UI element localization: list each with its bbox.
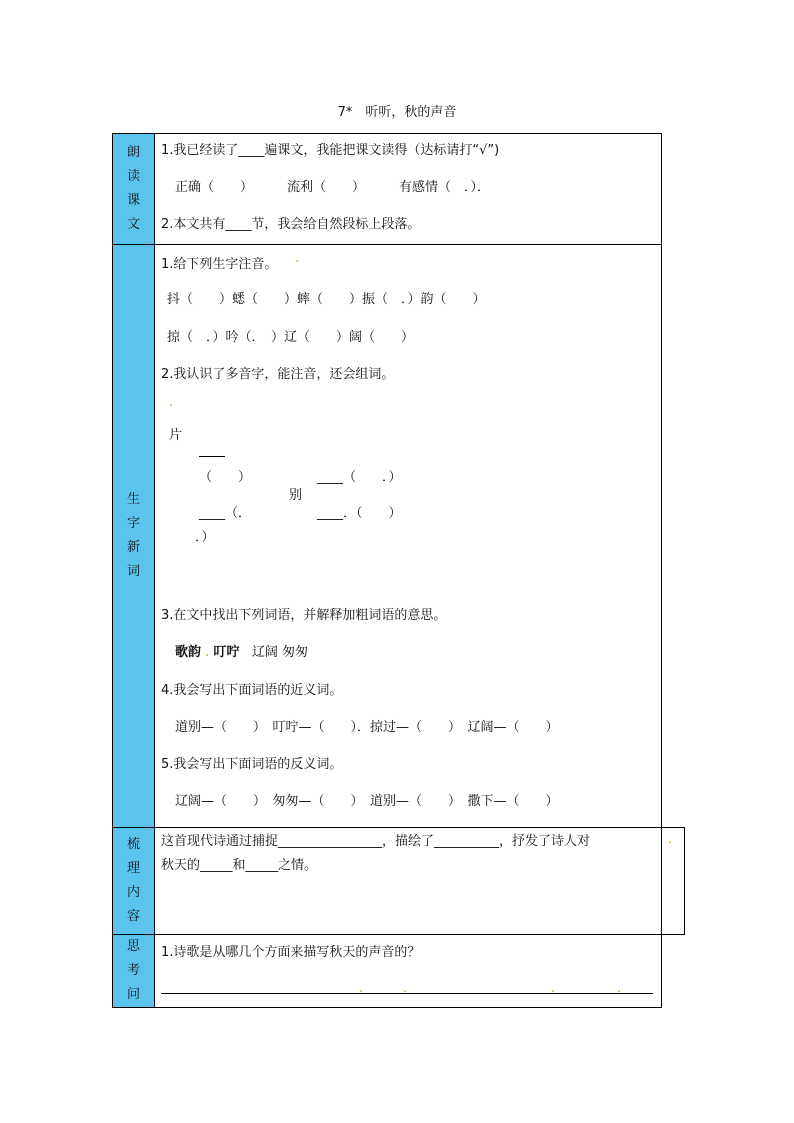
words-question-1: 1.给下列生字注音。 [161,257,278,272]
words-question-3: 3.在文中找出下列词语，并解释加粗词语的意思。 [161,608,447,623]
section-label-think: 思 考 问 [113,935,155,1007]
section-reading [112,133,662,245]
section-label-reading: 朗 读 课 文 [113,134,155,244]
vocab-word-dingning: 叮咛 [213,645,240,660]
marker-dot: . [359,981,364,996]
vocab-word-congcong: 匆匆 [282,645,309,660]
option-correct: 正确（ ） [175,180,254,195]
polyphone-char-bie: 别 [289,488,303,503]
pinyin-blank-d: ____．（ ） [317,506,402,521]
words-question-4: 4.我会写出下面词语的近义词。 [161,683,343,698]
marker-dot: . [295,251,300,266]
reading-question-1: 1.我已经读了____遍课文，我能把课文读得（达标请打“√”) [161,143,500,158]
antonym-row: 辽阔—（ ） 匆匆—（ ） 道别—（ ） 撒下—（ ） [175,794,559,809]
pinyin-blank-b: ____（ ．） [317,470,402,485]
words-question-5: 5.我会写出下面词语的反义词。 [161,757,343,772]
think-question-1: 1.诗歌是从哪几个方面来描写秋天的声音的？ [161,945,421,960]
pinyin-blank-c: ____（． [199,506,252,521]
pinyin-blank-a: （ ） [199,470,252,485]
option-expressive: 有感情（ ．）． [399,180,491,195]
marker-dot: . [668,832,673,847]
pinyin-row-1: 抖（ ）蟋（ ）蟀（ ）振（ ．）韵（ ） [167,292,486,307]
vocab-word-liaokuo: 辽阔 [251,645,278,660]
summary-line-1: 这首现代诗通过捕捉________________，描绘了__________，抒发了诗人对 [161,834,591,849]
marker-dot: . [403,981,408,996]
marker-dot: . [617,981,622,996]
section-label-words: 生 字 新 词 [113,245,155,827]
summary-line-2: 秋天的_____和_____之情。 [161,858,318,873]
marker-dot: . [169,395,174,410]
pinyin-blank-c-close: ．） [195,530,215,545]
section-words [112,244,662,828]
page-title: 7* 听听，秋的声音 [337,105,457,120]
section-think [112,934,662,1008]
section-label-summary: 梳 理 内 容 [113,828,155,934]
vocab-list: 歌韵 . 叮咛 辽阔 匆匆 [175,645,309,660]
pinyin-row-2: 掠（ ．）吟（． ）辽（ ）阔（ ） [167,330,415,345]
reading-question-2: 2.本文共有____节，我会给自然段标上段落。 [161,217,421,232]
vocab-word-geyun: 歌韵 [175,645,202,660]
polyphone-char-pian: 片 [169,428,183,443]
answer-line [199,456,225,457]
words-question-2: 2.我认识了多音字，能注音，还会组词。 [161,367,395,382]
marker-dot: . [551,981,556,996]
option-fluent: 流利（ ） [287,180,366,195]
synonym-row: 道别—（ ） 叮咛—（ ）．掠过—（ ） 辽阔—（ ） [175,720,559,735]
summary-overflow-box [661,827,685,935]
section-summary [112,827,662,935]
